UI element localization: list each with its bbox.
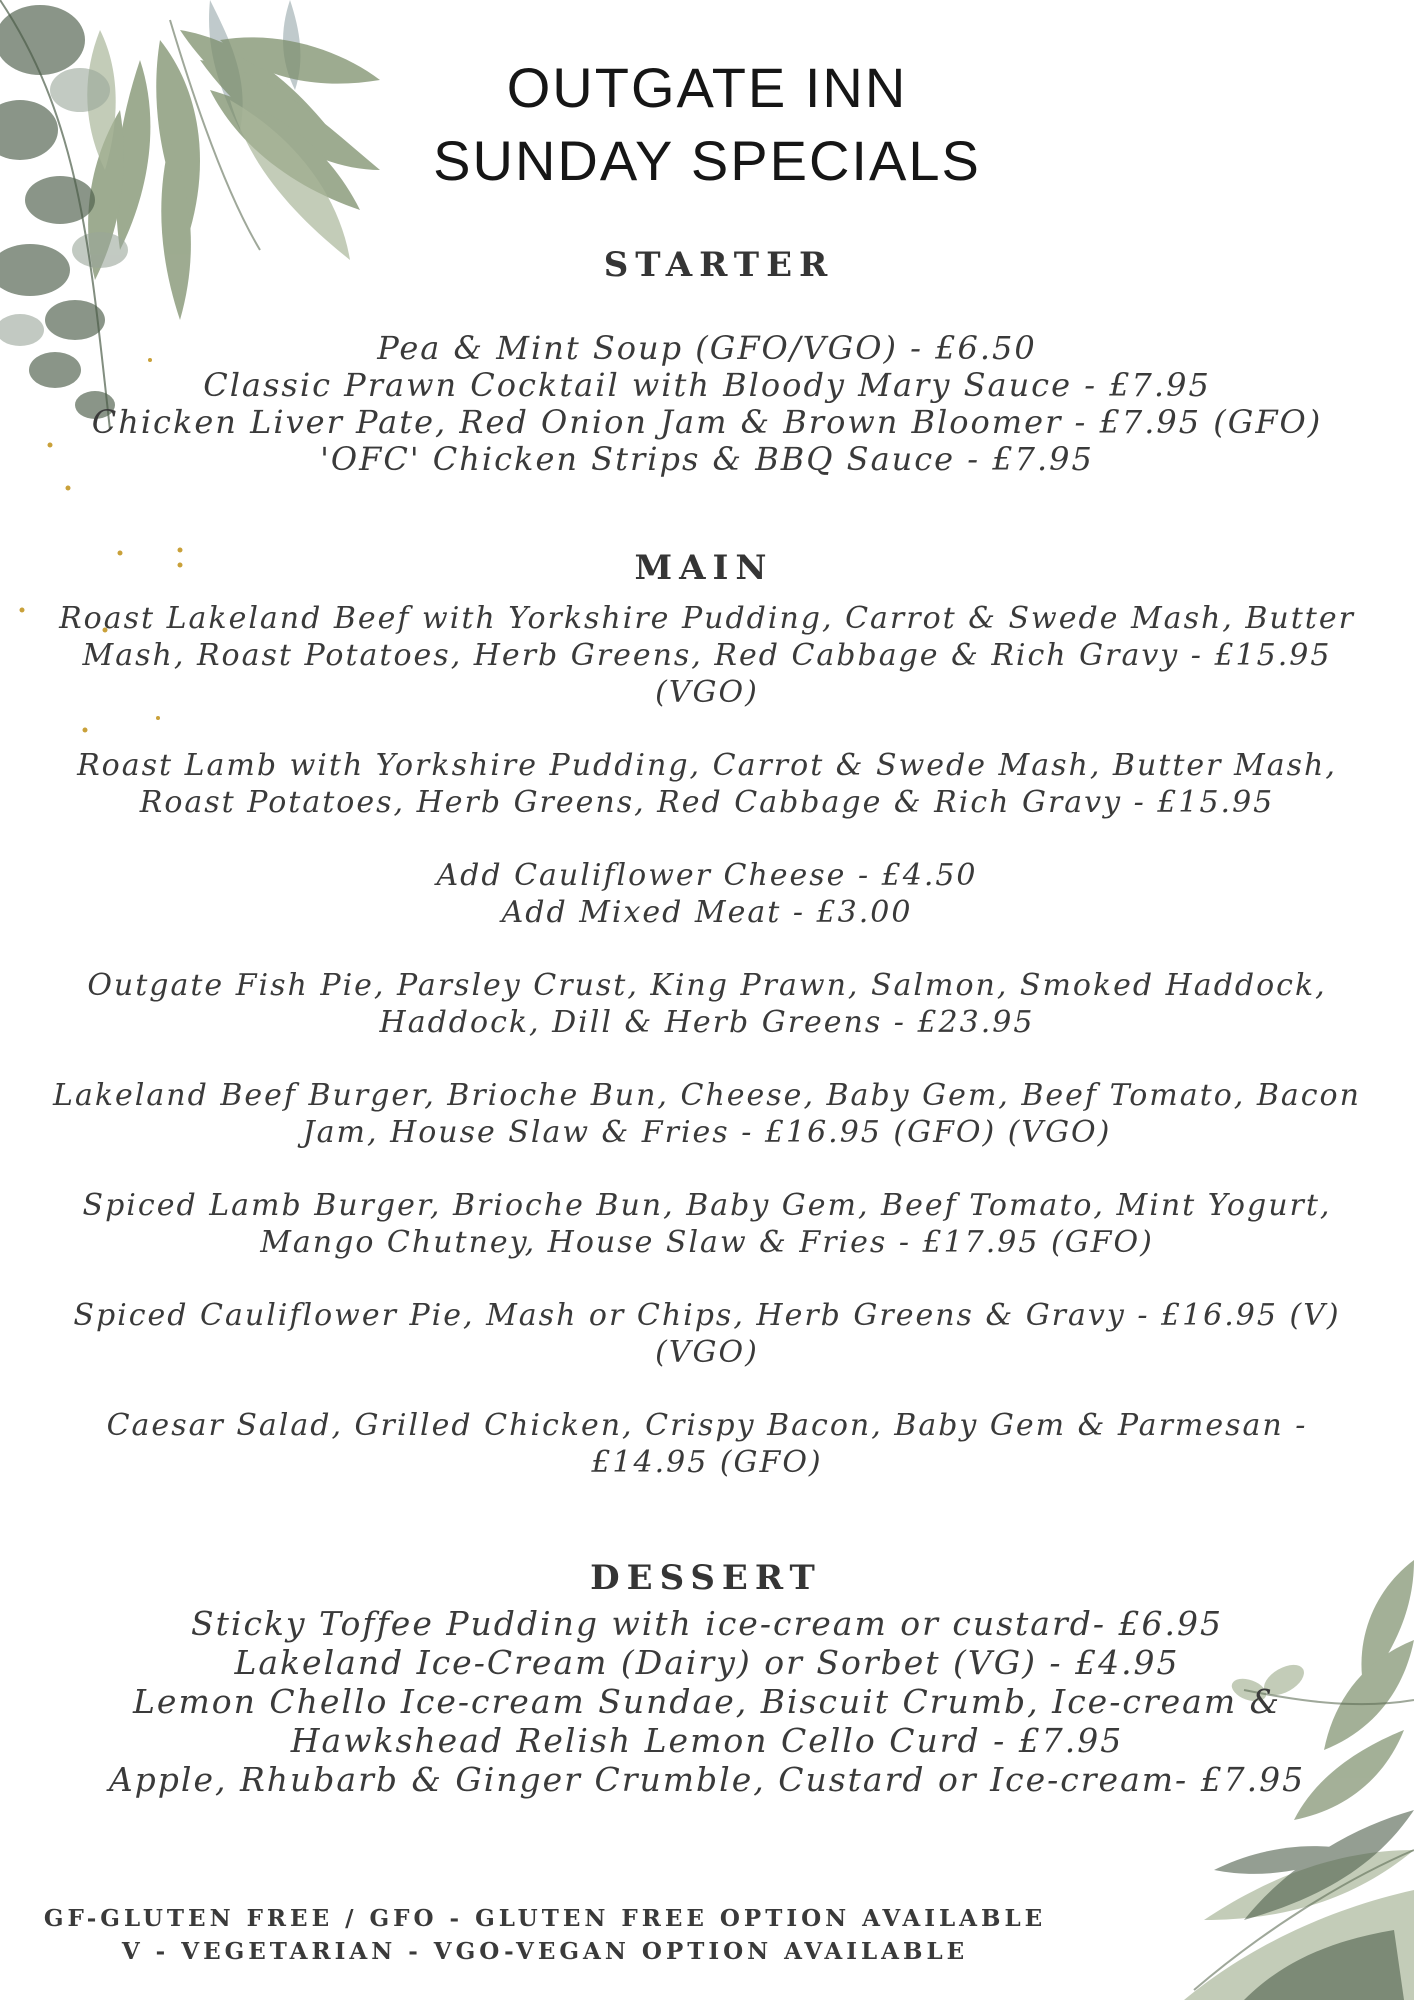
restaurant-name: OUTGATE INN: [506, 56, 908, 119]
list-item: Apple, Rhubarb & Ginger Crumble, Custard or Ice-cream- £7.95: [108, 1760, 1306, 1799]
list-item: Lakeland Beef Burger, Brioche Bun, Cheese, Baby Gem, Beef Tomato, Bacon Jam, House Slaw & Fries - £16.95 (GFO) (VGO): [53, 1078, 1361, 1150]
list-item: Roast Lakeland Beef with Yorkshire Pudding, Carrot & Swede Mash, Butter Mash, Roast Potatoes, Herb Greens, Red Cabbage & Rich Gravy - £15.95 (VGO): [59, 601, 1355, 710]
dessert-list: [50, 1604, 1364, 1799]
section-heading-dessert: DESSERT: [590, 1558, 822, 1598]
menu-title: SUNDAY SPECIALS: [433, 129, 981, 192]
list-item: Sticky Toffee Pudding with ice-cream or custard- £6.95: [191, 1604, 1223, 1643]
list-item: Pea & Mint Soup (GFO/VGO) - £6.50: [377, 329, 1037, 367]
section-heading-starter: STARTER: [603, 245, 835, 285]
list-item: Add Cauliflower Cheese - £4.50: [436, 858, 978, 893]
list-item: Spiced Cauliflower Pie, Mash or Chips, Herb Greens & Gravy - £16.95 (V) (VGO): [73, 1298, 1341, 1370]
list-item: Lakeland Ice-Cream (Dairy) or Sorbet (VG) - £4.95: [234, 1643, 1180, 1682]
list-item: Roast Lamb with Yorkshire Pudding, Carrot & Swede Mash, Butter Mash, Roast Potatoes, Herb Greens, Red Cabbage & Rich Gravy - £15.95: [77, 748, 1337, 820]
list-item: Chicken Liver Pate, Red Onion Jam & Brown Bloomer - £7.95 (GFO): [91, 403, 1323, 441]
section-heading-main: MAIN: [634, 548, 774, 588]
dietary-legend: [0, 1902, 1090, 1968]
list-item: 'OFC' Chicken Strips & BBQ Sauce - £7.95: [320, 440, 1094, 478]
legend-line: GF-GLUTEN FREE / GFO - GLUTEN FREE OPTION AVAILABLE: [43, 1905, 1047, 1932]
list-item: Lemon Chello Ice-cream Sundae, Biscuit Crumb, Ice-cream & Hawkshead Relish Lemon Cello Curd - £7.95: [133, 1682, 1281, 1760]
list-item: Outgate Fish Pie, Parsley Crust, King Prawn, Salmon, Smoked Haddock, Haddock, Dill & Herb Greens - £23.95: [87, 968, 1327, 1040]
legend-line: V - VEGETARIAN - VGO-VEGAN OPTION AVAILABLE: [121, 1938, 969, 1965]
list-item: Add Mixed Meat - £3.00: [501, 895, 913, 930]
add-ons: [50, 857, 1364, 931]
list-item: Caesar Salad, Grilled Chicken, Crispy Bacon, Baby Gem & Parmesan - £14.95 (GFO): [106, 1408, 1308, 1480]
list-item: Classic Prawn Cocktail with Bloody Mary Sauce - £7.95: [203, 366, 1211, 404]
starter-list: [50, 330, 1364, 478]
list-item: Spiced Lamb Burger, Brioche Bun, Baby Gem, Beef Tomato, Mint Yogurt, Mango Chutney, House Slaw & Fries - £17.95 (GFO): [82, 1188, 1332, 1260]
main-list: [50, 600, 1364, 1517]
